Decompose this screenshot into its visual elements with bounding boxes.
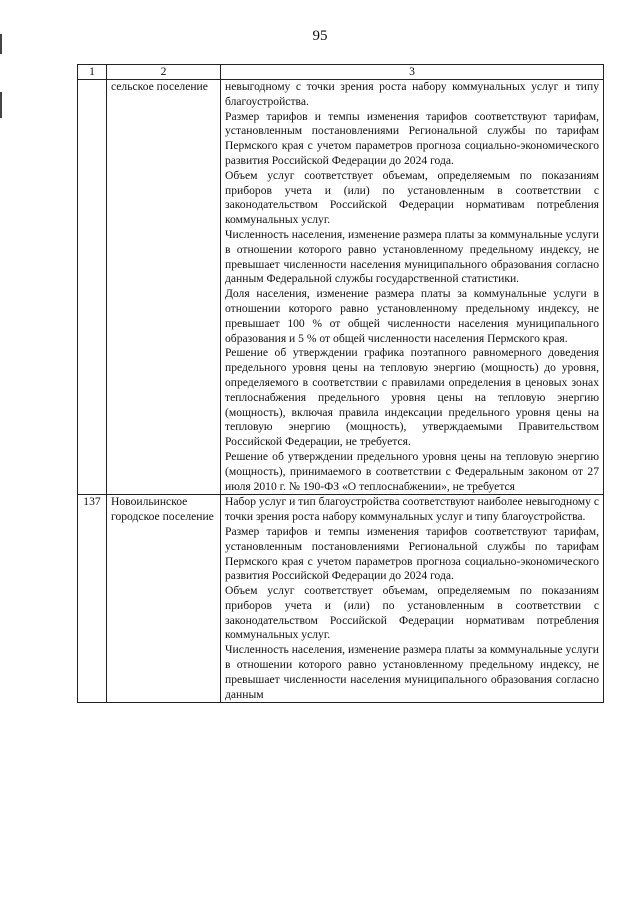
column-header-1: 1 — [78, 65, 107, 80]
description-cell — [221, 495, 604, 703]
data-table — [77, 64, 604, 703]
settlement-name: Новоильинское городское поселение — [107, 495, 221, 703]
paragraph: Набор услуг и тип благоустройства соответствуют наиболее невыгодному с точки зрения роста набору коммунальных услуг и типу благоустройства. — [225, 495, 599, 524]
settlement-name: сельское поселение — [107, 80, 221, 495]
row-number — [78, 80, 107, 495]
table-row — [78, 495, 604, 703]
description-cell — [221, 80, 604, 495]
paragraph: Решение об утверждении предельного уровня цены на тепловую энергию (мощность), принимаемого в соответствии с Федеральным законом от 27 июля 2010 г. № 190-ФЗ «О теплоснабжении», не требуется — [225, 449, 599, 493]
column-header-2: 2 — [107, 65, 221, 80]
paragraph: Размер тарифов и темпы изменения тарифов соответствуют тарифам, установленным постановлениями Региональной службы по тарифам Пермского края с учетом параметров прогноза социально-экономического развития Российской Федерации до 2024 года. — [225, 109, 599, 167]
table-row — [78, 80, 604, 495]
left-margin-mark — [0, 92, 2, 118]
row-number: 137 — [78, 495, 107, 703]
paragraph: Решение об утверждении графика поэтапного равномерного доведения предельного уровня цены на тепловую энергию (мощность) до уровня, определяемого в соответствии с правилами определения в ценовых зонах теплоснабжения предельного уровня цены на тепловую энергию (мощность), включая правила индексации предельного уровня цены на тепловую энергию (мощность), утверждаемыми Правительством Российской Федерации, не требуется. — [225, 346, 599, 449]
page-number: 95 — [312, 28, 328, 44]
paragraph: невыгодному с точки зрения роста набору коммунальных услуг и типу благоустройства. — [225, 80, 599, 108]
paragraph: Численность населения, изменение размера платы за коммунальные услуги в отношении которого равно установленному предельному индексу, не превышает численности населения муниципального образования согласно данным — [225, 643, 599, 701]
column-header-3: 3 — [221, 65, 604, 80]
paragraph: Численность населения, изменение размера платы за коммунальные услуги в отношении которого равно установленному предельному индексу, не превышает численности населения муниципального образования согласно данным Федеральной службы государственной статистики. — [225, 227, 599, 286]
paragraph: Доля населения, изменение размера платы за коммунальные услуги в отношении которого равно установленному предельному индексу, не превышает 100 % от общей численности населения муниципального образования и 5 % от общей численности населения Пермского края. — [225, 287, 599, 345]
paragraph: Размер тарифов и темпы изменения тарифов соответствуют тарифам, установленным постановлениями Региональной службы по тарифам Пермского края с учетом параметров прогноза социально-экономического развития Российской Федерации до 2024 года. — [225, 524, 599, 583]
table-header-row — [78, 65, 604, 80]
paragraph: Объем услуг соответствует объемам, определяемым по показаниям приборов учета и (или) по установленным в соответствии с законодательством Российской Федерации нормативам потребления коммунальных услуг. — [225, 168, 599, 227]
paragraph: Объем услуг соответствует объемам, определяемым по показаниям приборов учета и (или) по установленным в соответствии с законодательством Российской Федерации нормативам потребления коммунальных услуг. — [225, 584, 599, 642]
